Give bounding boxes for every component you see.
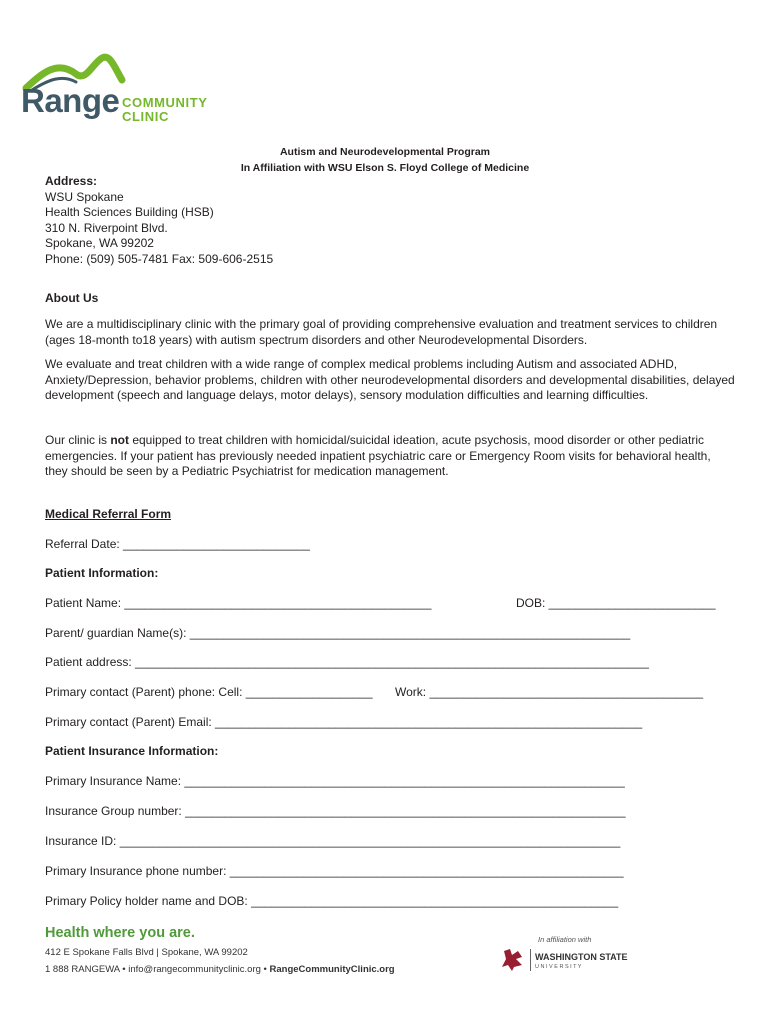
- cell-phone-field[interactable]: Primary contact (Parent) phone: Cell: ___________________: [45, 685, 373, 699]
- insurance-name-field[interactable]: Primary Insurance Name: __________________________________________________________________: [45, 774, 625, 788]
- wsu-name: WASHINGTON STATE: [535, 952, 628, 962]
- policy-holder-field[interactable]: Primary Policy holder name and DOB: _______________________________________________________: [45, 894, 619, 908]
- referral-date-field[interactable]: Referral Date: ____________________________: [45, 537, 310, 551]
- wsu-logo: [500, 935, 650, 985]
- patient-info-heading: Patient Information:: [45, 566, 159, 580]
- dob-field[interactable]: DOB: _________________________: [516, 596, 716, 610]
- insurance-heading: Patient Insurance Information:: [45, 744, 219, 758]
- about-paragraph-2: We evaluate and treat children with a wide range of complex medical problems including Autism and associated ADHD, Anxiety/Depression, behavior problems, children with other neurodevelopmental disorders and developmental disabilities, delayed development (speech and language delays, motor delays), sensory modulation difficulties and learning difficulties.: [45, 357, 735, 402]
- footer-website-link[interactable]: RangeCommunityClinic.org: [269, 964, 395, 975]
- program-affiliation: In Affiliation with WSU Elson S. Floyd College of Medicine: [240, 162, 530, 174]
- address-block: [45, 174, 273, 267]
- about-paragraph-1: We are a multidisciplinary clinic with the primary goal of providing comprehensive evaluation and treatment services to children (ages 18-month to18 years) with autism spectrum disorders and other Neurodevelopmental Disorders.: [45, 317, 718, 347]
- address-line: Health Sciences Building (HSB): [45, 205, 214, 219]
- para3-emphasis: not: [110, 433, 129, 447]
- email-field[interactable]: Primary contact (Parent) Email: ________________________________________________________________: [45, 715, 643, 729]
- affiliation-label: In affiliation with: [538, 935, 592, 944]
- insurance-phone-field[interactable]: Primary Insurance phone number: ___________________________________________________________: [45, 864, 624, 878]
- range-logo: [18, 52, 218, 128]
- logo-wordmark: Range: [21, 82, 120, 119]
- footer-contact-text: 1 888 RANGEWA • info@rangecommunityclinic.org •: [45, 964, 270, 975]
- footer-contact: [45, 964, 395, 975]
- work-phone-field[interactable]: Work: _________________________________________: [395, 685, 704, 699]
- program-heading: [0, 144, 770, 176]
- address-line: 310 N. Riverpoint Blvd.: [45, 220, 168, 235]
- address-line: WSU Spokane: [45, 189, 124, 204]
- address-phone-fax: Phone: (509) 505-7481 Fax: 509-606-2515: [45, 251, 274, 266]
- para3-text: Our clinic is: [45, 433, 111, 447]
- form-title: Medical Referral Form: [45, 507, 172, 521]
- wsu-subtitle: U N I V E R S I T Y: [535, 964, 582, 970]
- about-heading: About Us: [45, 291, 99, 305]
- insurance-id-field[interactable]: Insurance ID: ___________________________________________________________________________: [45, 834, 621, 848]
- para3-text-rest: equipped to treat children with homicidal/suicidal ideation, acute psychosis, mood disorder or other pediatric emergencies. If your patient has previously needed inpatient psychiatric care or Emergency Room visits for behavioral health, they should be seen by a Pediatric Psychiatrist for medication management.: [45, 433, 711, 478]
- address-heading: Address:: [45, 174, 98, 188]
- footer-tagline: Health where you are.: [45, 925, 195, 941]
- program-title: Autism and Neurodevelopmental Program: [279, 146, 491, 158]
- patient-name-field[interactable]: Patient Name: ______________________________________________: [45, 596, 432, 610]
- guardian-name-field[interactable]: Parent/ guardian Name(s): __________________________________________________________________: [45, 626, 631, 640]
- wsu-cougar-icon: [500, 947, 526, 973]
- footer-address: 412 E Spokane Falls Blvd | Spokane, WA 99202: [45, 947, 248, 958]
- about-paragraph-3: [45, 433, 735, 480]
- address-line: Spokane, WA 99202: [45, 236, 154, 250]
- wsu-divider: [530, 949, 531, 971]
- logo-community: COMMUNITY: [122, 95, 208, 110]
- logo-clinic: CLINIC: [122, 109, 169, 124]
- patient-address-field[interactable]: Patient address: _____________________________________________________________________________: [45, 655, 649, 669]
- insurance-group-field[interactable]: Insurance Group number: __________________________________________________________________: [45, 804, 626, 818]
